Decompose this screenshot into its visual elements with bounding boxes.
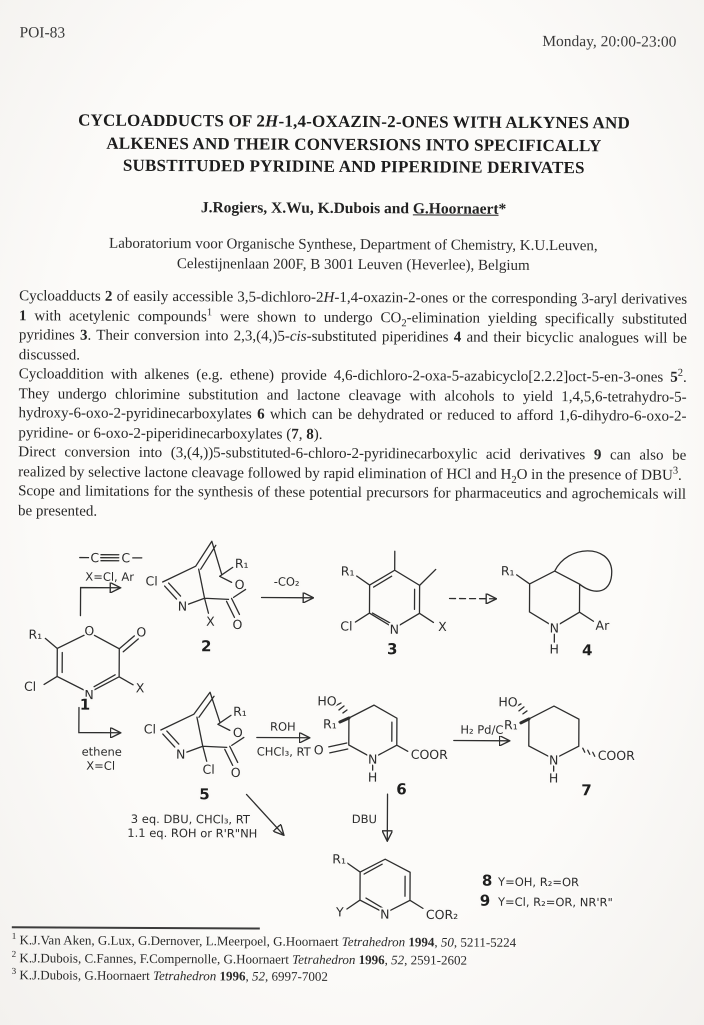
atom-o-carbonyl: O: [313, 742, 324, 758]
substituent-cl-top: Cl: [143, 721, 157, 737]
substituent-ho: HO: [317, 693, 337, 709]
structure-5: [143, 692, 247, 804]
substituent-r1: R₁: [323, 716, 337, 732]
title-line-2: ALKENES AND THEIR CONVERSIONS INTO SPECIFICALLY: [106, 133, 602, 155]
compound-number-2: 2: [201, 637, 212, 656]
footnotes: [12, 926, 682, 987]
co2-loss-label: -CO₂: [273, 574, 300, 589]
footnote-1: $^1$ K.J.Van Aken, G.Lux, G.Dernover, L.Meerpoel, G.Hoornaert Tetrahedron 1994, 50, 5211-5224: [11, 930, 517, 950]
arrow-5-to-6: [257, 720, 312, 759]
atom-n: N: [84, 687, 94, 703]
atom-h: H: [549, 641, 560, 657]
substituent-ho: HO: [498, 694, 518, 710]
atom-n: N: [389, 621, 400, 637]
roh-condition: CHCl₃, RT: [256, 744, 311, 759]
substituent-r1: R₁: [233, 703, 247, 719]
substituent-x: X: [206, 613, 215, 629]
alkyne-condition: X=Cl, Ar: [85, 569, 135, 584]
compound-number-3: 3: [387, 640, 398, 659]
atom-o-carbonyl: O: [232, 616, 243, 632]
substituent-coor: COOR: [410, 746, 448, 763]
substituent-cl: Cl: [145, 573, 158, 589]
abstract-paragraph-4: Scope and limitations for the synthesis of these potential precursors for pharmaceutics and agrochemicals will be presented.: [17, 483, 687, 520]
dbu-condition-2: 1.1 eq. ROH or R'R"NH: [127, 825, 258, 841]
substituent-x: X: [135, 680, 145, 696]
atom-n: N: [177, 598, 188, 614]
structure-7: [498, 694, 636, 799]
atom-n: N: [380, 906, 390, 922]
substituent-r1: R₁: [234, 555, 249, 571]
abstract-text: [18, 287, 687, 524]
substituent-coor: COOR: [597, 747, 635, 763]
paper-title: [34, 109, 674, 180]
hydrogenation-label: H₂ Pd/C: [460, 722, 504, 737]
session-time: Monday, 20:00-23:00: [542, 32, 677, 51]
reaction-scheme: [0, 535, 704, 935]
footnote-2: $^2$ K.J.Dubois, C.Fannes, F.Compernolle, G.Hoornaert Tetrahedron 1996, 52, 2591-2602: [11, 948, 468, 968]
substituent-r1: R₁: [340, 563, 355, 579]
substituent-ar: Ar: [595, 617, 610, 633]
ethene-condition: X=Cl: [86, 758, 116, 773]
atom-n: N: [548, 752, 559, 768]
structure-4: [500, 550, 611, 659]
substituent-cl: Cl: [340, 618, 353, 634]
structure-1: [24, 623, 147, 714]
atom-h: H: [367, 769, 378, 785]
substituent-x: X: [438, 618, 447, 634]
title-line-3: SUBSTITUDED PYRIDINE AND PIPERIDINE DERIVATES: [122, 155, 585, 178]
arrow-6-to-7: [454, 723, 509, 741]
arrow-2-to-3: [262, 575, 313, 598]
arrow-1-to-2: [80, 588, 119, 616]
atom-o-ring: O: [84, 623, 95, 639]
arrow-1-to-5: [79, 708, 122, 773]
arrow-6-to-89: [352, 794, 388, 840]
abstract-paragraph-1: Cycloadducts 2 of easily accessible 3,5-dichloro-2H-1,4-oxazin-2-ones or the corresponding 3-aryl derivatives 1 with acetylenic compounds$^1$ were shown to undergo $CO_2$-elimination yielding specifically substituted pyridines 3. Their conversion into 2,3,(4,)5-cis-substituted piperidines 4 and their bicyclic analogues will be discussed.: [18, 288, 688, 364]
dbu-condition-1: 3 eq. DBU, CHCl₃, RT: [130, 811, 250, 827]
substituent-cor2: COR₂: [425, 906, 459, 923]
substituent-cl: Cl: [23, 678, 37, 694]
atom-h: H: [548, 770, 559, 786]
alkyne-reagent: [80, 550, 142, 584]
compound-number-6: 6: [396, 780, 407, 799]
substituent-y: Y: [336, 904, 344, 920]
footnote-3: $^3$ K.J.Dubois, G.Hoornaert Tetrahedron 1996, 52, 6997-7002: [11, 965, 328, 984]
compound-number-9: 9: [479, 891, 491, 910]
substituent-r1: R₁: [332, 851, 347, 867]
dbu-label: DBU: [351, 812, 378, 827]
affiliation: [1, 233, 704, 277]
atom-n: N: [176, 746, 186, 762]
compound-number-8: 8: [481, 871, 493, 890]
atom-o-ring: O: [234, 576, 245, 592]
substituent-r1: R₁: [28, 626, 43, 642]
affiliation-line-1: Laboratorium voor Organische Synthese, Department of Chemistry, K.U.Leuven,: [109, 235, 598, 255]
structure-8-9: [332, 851, 458, 922]
legend-8-text: Y=OH, R₂=OR: [498, 874, 580, 890]
substituent-r1: R₁: [503, 717, 518, 733]
page-header: [19, 24, 677, 51]
ethene-label: ethene: [81, 744, 122, 759]
compound-number-1: 1: [79, 695, 91, 714]
structure-3: [340, 551, 447, 659]
compound-legend: [480, 872, 613, 911]
atom-o-ring: O: [232, 724, 243, 740]
affiliation-line-2: Celestijnenlaan 200F, B 3001 Leuven (Heverlee), Belgium: [176, 256, 530, 274]
legend-9-text: Y=Cl, R₂=OR, NR'R": [497, 894, 613, 910]
structure-2: [145, 541, 249, 656]
session-code: POI-83: [19, 24, 66, 42]
roh-label: ROH: [269, 719, 296, 734]
atom-o-carbonyl: O: [136, 624, 147, 640]
alkyne-c-right: C: [121, 550, 131, 566]
atom-o-carbonyl: O: [230, 764, 241, 780]
authors-line: J.Rogiers, X.Wu, K.Dubois and G.Hoornaert*: [200, 199, 507, 218]
atom-n: N: [367, 751, 378, 767]
compound-number-7: 7: [581, 781, 592, 800]
structure-6: [314, 693, 449, 798]
substituent-cl-bottom: Cl: [202, 761, 215, 777]
title-line-1: CYCLOADDUCTS OF 2H-1,4-OXAZIN-2-ONES WITH ALKYNES AND: [78, 110, 631, 133]
alkyne-c-left: C: [90, 550, 100, 566]
substituent-r1: R₁: [500, 563, 515, 579]
footnote-rule: [12, 926, 260, 929]
atom-n: N: [549, 620, 560, 636]
compound-number-4: 4: [582, 641, 593, 660]
compound-number-5: 5: [199, 785, 210, 804]
abstract-paragraph-3: Direct conversion into (3,(4,))5-substituted-6-chloro-2-pyridinecarboxylic acid derivatives 9 can also be realized by selective lactone cleavage followed by rapid elimination of HCl and $H_2O$ in the presence of DBU$^3$.: [18, 444, 687, 486]
abstract-paragraph-2: Cycloaddition with alkenes (e.g. ethene) provide 4,6-dichloro-2-oxa-5-azabicyclo[2.2.2]oct-5-en-3-ones $5^2$. They undergo chlorimine substitution and lactone cleavage with alcohols to yield 1,4,5,6-tetrahydro-5-hydroxy-6-oxo-2-pyridinecarboxylates 6 which can be dehydrated or reduced to afford 1,6-dihydro-6-oxo-2-pyridine- or 6-oxo-2-piperidinecarboxylates (7, 8).: [18, 366, 687, 443]
